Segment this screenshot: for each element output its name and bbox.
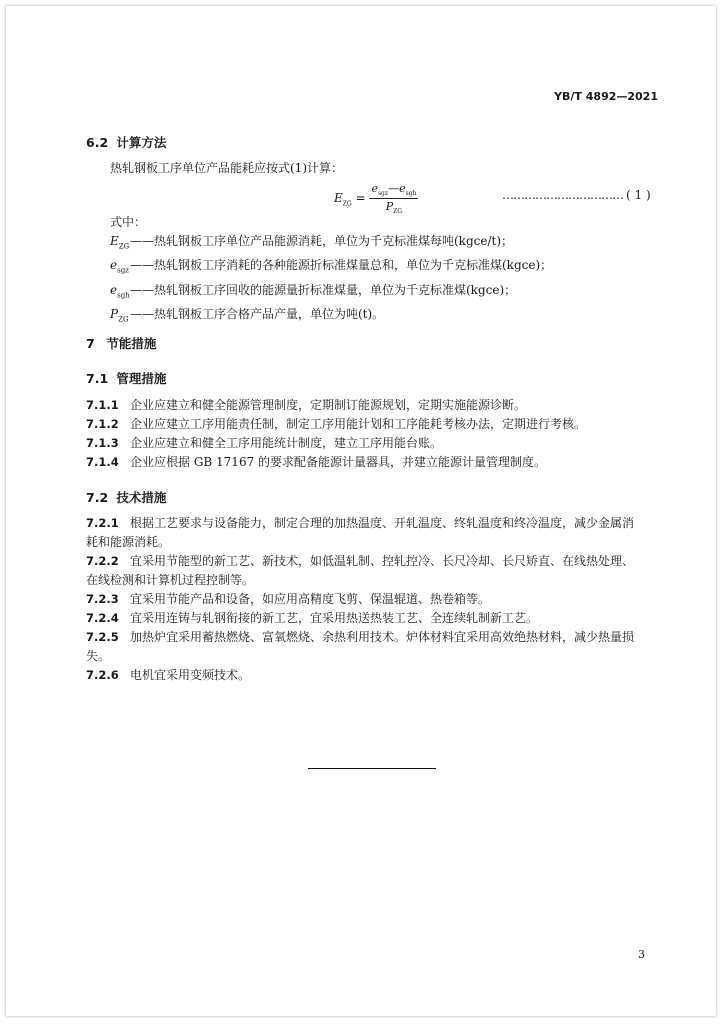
formula-denominator: $P_{ZG}$ — [385, 200, 403, 216]
section-title: 管理措施 — [116, 371, 167, 386]
clause-7-2-1: 7.2.1 根据工艺要求与设备能力，制定合理的加热温度、开轧温度、终轧温度和终冷温度，减少金属消耗和能源消耗。 — [86, 516, 635, 549]
page-number: 3 — [638, 948, 645, 961]
clause-7-1-2: 7.1.2 企业应建立工序用能责任制，制定工序用能计划和工序能耗考核办法，定期进行考核。 — [86, 417, 587, 431]
section-number: 7 — [86, 336, 95, 351]
clause-7-1-4: 7.1.4 企业应根据 GB 17167 的要求配备能源计量器具，并建立能源计量管理制度。 — [86, 455, 547, 469]
clause-7-1-1: 7.1.1 企业应建立和健全能源管理制度，定期制订能源规划，定期实施能源诊断。 — [86, 398, 527, 412]
clause-7-2-2: 7.2.2 宜采用节能型的新工艺、新技术，如低温轧制、控轧控冷、长尺冷却、长尺矫直、在线热处理、在线检测和计算机过程控制等。 — [86, 554, 635, 587]
formula-intro: 热轧钢板工序单位产品能耗应按式(1)计算： — [110, 161, 343, 175]
formula-numerator: $e_{sgz}—e_{sgh}$ — [371, 182, 417, 198]
section-6-2-heading — [86, 133, 166, 151]
management-measures-list — [86, 396, 642, 472]
end-rule — [308, 768, 436, 769]
definition-row: $E_{ZG}——$热轧钢板工序单位产品能源消耗，单位为千克标准煤每吨(kgce/t)； — [110, 234, 514, 251]
formula — [334, 182, 418, 215]
definition-row: $e_{sgz}——$热轧钢板工序消耗的各种能源折标准煤量总和，单位为千克标准煤(kgce)； — [110, 258, 553, 275]
clause-7-2-6: 7.2.6 电机宜采用变频技术。 — [86, 668, 251, 682]
clause-7-1-3: 7.1.3 企业应建立和健全工序用能统计制度，建立工序用能台账。 — [86, 436, 443, 450]
definition-row: $P_{ZG}——$热轧钢板工序合格产品产量，单位为吨(t)。 — [110, 307, 385, 324]
clause-7-2-3: 7.2.3 宜采用节能产品和设备，如应用高精度飞剪、保温辊道、热卷箱等。 — [86, 592, 491, 606]
formula-lhs: $E_{ZG}$ — [334, 191, 352, 208]
where-label: 式中： — [110, 215, 147, 229]
section-7-heading — [86, 334, 156, 352]
section-number: 6.2 — [86, 135, 109, 150]
definition-row: $e_{sgh}——$热轧钢板工序回收的能源量折标准煤量，单位为千克标准煤(kgce)； — [110, 282, 517, 300]
symbol-definitions — [110, 232, 552, 330]
formula-tag: ( 1 ) — [626, 188, 651, 202]
section-7-1-heading — [86, 369, 166, 387]
section-7-2-heading — [86, 488, 166, 506]
section-title: 技术措施 — [116, 490, 167, 505]
formula-leader-dots: …………………………… — [502, 188, 623, 202]
section-number: 7.2 — [86, 490, 109, 505]
section-title: 计算方法 — [116, 135, 167, 150]
clause-7-2-5: 7.2.5 加热炉宜采用蓄热燃烧、富氧燃烧、余热利用技术。炉体材料宜采用高效绝热材料，减少热量损失。 — [86, 630, 635, 663]
section-number: 7.1 — [86, 371, 109, 386]
clause-7-2-4: 7.2.4 宜采用连铸与轧钢衔接的新工艺，宜采用热送热装工艺、全连续轧制新工艺。 — [86, 611, 539, 625]
formula-fraction — [369, 182, 418, 215]
standard-number: YB/T 4892—2021 — [554, 90, 658, 103]
section-title: 节能措施 — [106, 336, 157, 351]
document-page — [6, 6, 716, 1016]
formula-equals: = — [355, 191, 366, 206]
technical-measures-list — [86, 514, 642, 685]
